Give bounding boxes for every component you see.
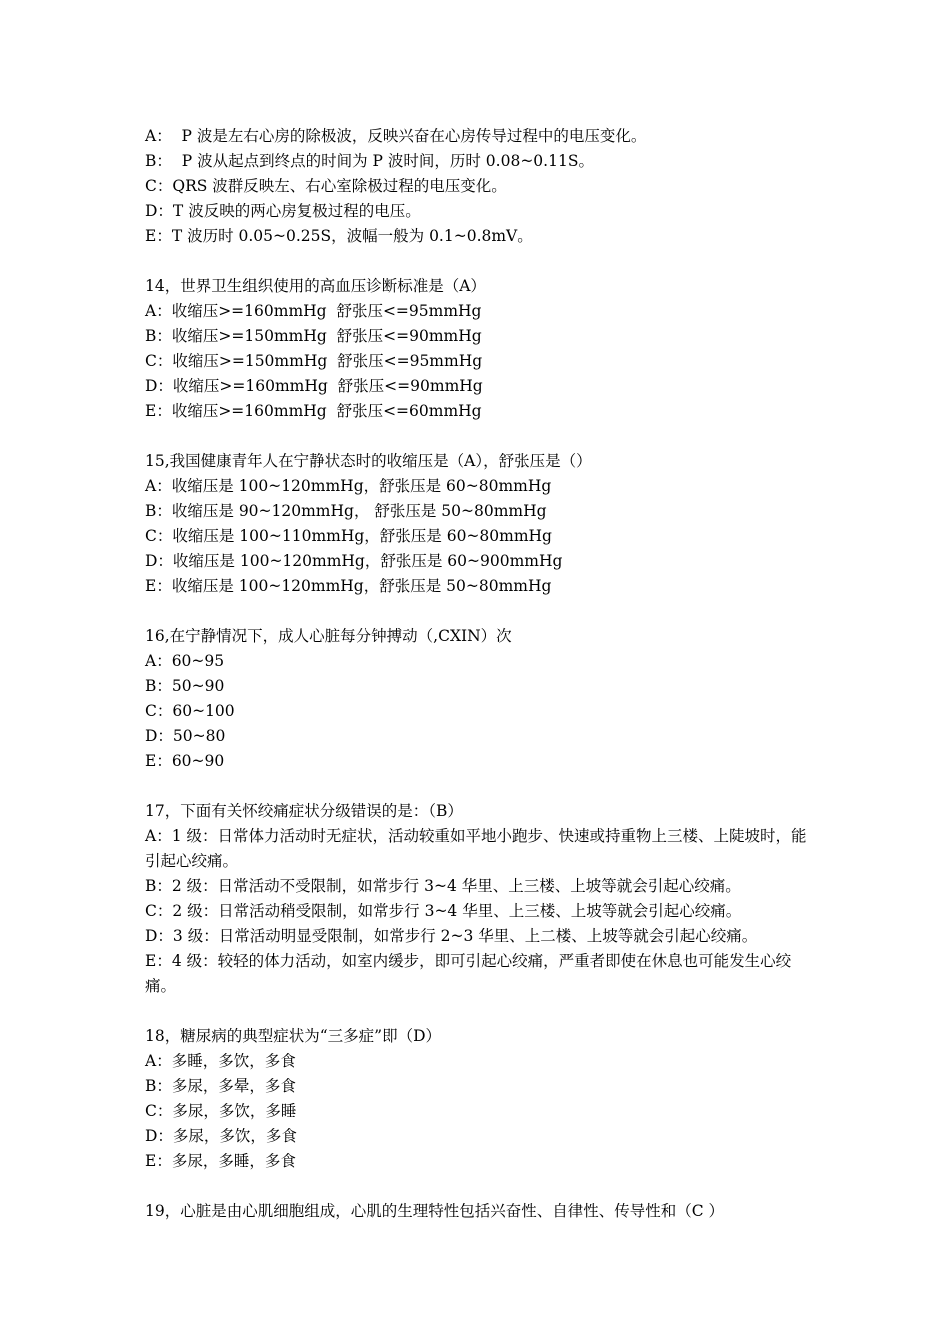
option-e: E：收缩压>=160mmHg 舒张压<=60mmHg — [145, 402, 482, 420]
option-a: A：60~95 — [145, 652, 225, 670]
question-title: 17，下面有关怀绞痛症状分级错误的是：（B） — [145, 802, 463, 820]
option-c: C：2 级：日常活动稍受限制，如常步行 3~4 华里、上三楼、上坡等就会引起心绞痛。 — [145, 902, 742, 920]
option-c: C：QRS 波群反映左、右心室除极过程的电压变化。 — [145, 177, 507, 195]
option-d: D：50~80 — [145, 727, 226, 745]
option-e: E：60~90 — [145, 752, 225, 770]
spacer — [145, 599, 815, 624]
option-c: C：60~100 — [145, 702, 235, 720]
spacer — [145, 774, 815, 799]
option-a: A：收缩压>=160mmHg 舒张压<=95mmHg — [145, 302, 482, 320]
option-b: B：多尿，多晕，多食 — [145, 1077, 296, 1095]
option-e: E：收缩压是 100~120mmHg，舒张压是 50~80mmHg — [145, 577, 552, 595]
question-title: 19，心脏是由心肌细胞组成，心肌的生理特性包括兴奋性、自律性、传导性和（C ） — [145, 1202, 725, 1220]
document-body — [145, 124, 815, 1224]
spacer — [145, 999, 815, 1024]
option-a: A： P 波是左右心房的除极波，反映兴奋在心房传导过程中的电压变化。 — [145, 127, 647, 145]
option-a: A：多睡，多饮，多食 — [145, 1052, 296, 1070]
option-d: D：收缩压>=160mmHg 舒张压<=90mmHg — [145, 377, 483, 395]
option-d: D：3 级：日常活动明显受限制，如常步行 2~3 华里、上二楼、上坡等就会引起心绞痛。 — [145, 927, 758, 945]
option-e: E：T 波历时 0.05~0.25S，波幅一般为 0.1~0.8mV。 — [145, 227, 533, 245]
question-13-options — [145, 124, 815, 249]
option-d: D：T 波反映的两心房复极过程的电压。 — [145, 202, 421, 220]
option-b: B： P 波从起点到终点的时间为 P 波时间，历时 0.08~0.11S。 — [145, 152, 594, 170]
question-title: 14，世界卫生组织使用的高血压诊断标准是（A） — [145, 277, 486, 295]
option-e: E：多尿，多睡，多食 — [145, 1152, 296, 1170]
question-14 — [145, 274, 815, 424]
option-c: C：收缩压是 100~110mmHg，舒张压是 60~80mmHg — [145, 527, 552, 545]
option-e: E：4 级：较轻的体力活动，如室内缓步，即可引起心绞痛，严重者即使在休息也可能发生心绞痛。 — [145, 952, 792, 995]
spacer — [145, 1174, 815, 1199]
option-a: A：收缩压是 100~120mmHg，舒张压是 60~80mmHg — [145, 477, 552, 495]
option-d: D：收缩压是 100~120mmHg，舒张压是 60~900mmHg — [145, 552, 563, 570]
option-b: B：50~90 — [145, 677, 225, 695]
option-b: B：收缩压是 90~120mmHg， 舒张压是 50~80mmHg — [145, 502, 547, 520]
option-d: D：多尿，多饮，多食 — [145, 1127, 297, 1145]
spacer — [145, 249, 815, 274]
option-a: A：1 级：日常体力活动时无症状，活动较重如平地小跑步、快速或持重物上三楼、上陡坡时，能引起心绞痛。 — [145, 827, 807, 870]
question-19 — [145, 1199, 815, 1224]
question-16 — [145, 624, 815, 774]
question-15 — [145, 449, 815, 599]
question-17 — [145, 799, 815, 999]
question-18 — [145, 1024, 815, 1174]
question-title: 15,我国健康青年人在宁静状态时的收缩压是（A），舒张压是（） — [145, 452, 592, 470]
option-b: B：2 级：日常活动不受限制，如常步行 3~4 华里、上三楼、上坡等就会引起心绞痛。 — [145, 877, 741, 895]
option-c: C：多尿，多饮，多睡 — [145, 1102, 297, 1120]
question-title: 16,在宁静情况下，成人心脏每分钟搏动（,CXIN）次 — [145, 627, 512, 645]
option-c: C：收缩压>=150mmHg 舒张压<=95mmHg — [145, 352, 483, 370]
option-b: B：收缩压>=150mmHg 舒张压<=90mmHg — [145, 327, 482, 345]
spacer — [145, 424, 815, 449]
question-title: 18，糖尿病的典型症状为“三多症”即（D） — [145, 1027, 441, 1045]
